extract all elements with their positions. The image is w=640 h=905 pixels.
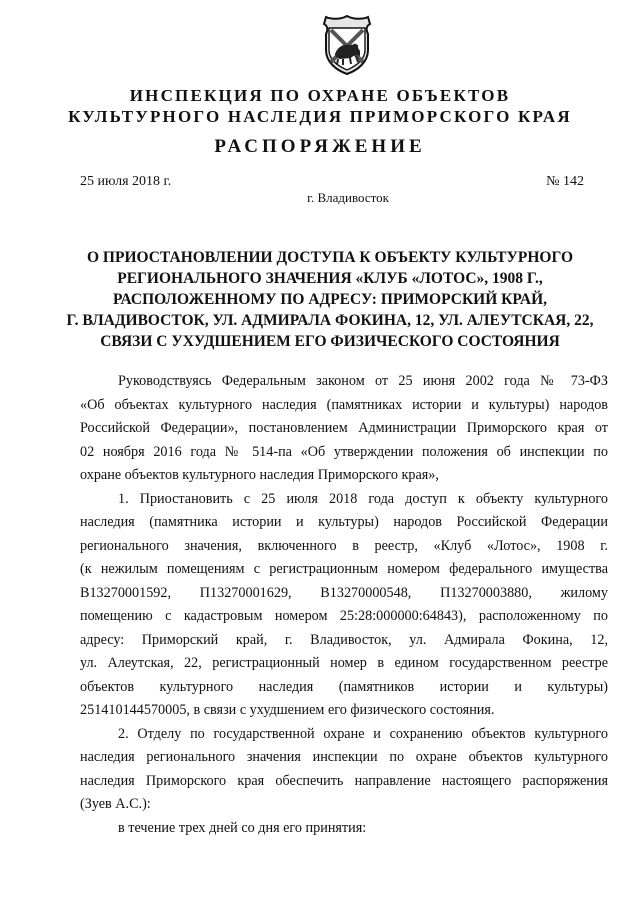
- title-line: РАСПОЛОЖЕННОМУ ПО АДРЕСУ: ПРИМОРСКИЙ КРАЙ,: [112, 291, 548, 308]
- text-line: объектов культурного наследия (памятников истории и культуры): [80, 678, 608, 695]
- title-line: РЕГИОНАЛЬНОГО ЗНАЧЕНИЯ «КЛУБ «ЛОТОС», 1908 Г.,: [117, 270, 543, 287]
- text-line: охране объектов культурного наследия Приморского края»,: [80, 467, 439, 483]
- title-line: СВЯЗИ С УХУДШЕНИЕМ ЕГО ФИЗИЧЕСКОГО СОСТОЯНИЯ: [100, 333, 560, 350]
- paragraph-item-1: [80, 488, 608, 723]
- text-line: В13270001592, П13270001629, В13270000548, П13270003880, жилому: [80, 584, 608, 601]
- text-line: наследия регионального значения инспекции по охране объектов культурного: [80, 749, 608, 765]
- text-line: 02 ноября 2016 года № 514-па «Об утверждении положения об инспекции по: [80, 443, 608, 460]
- text-line: 2. Отделу по государственной охране и сохранению объектов культурного: [118, 725, 608, 742]
- paragraph-item-2-deadline: [80, 817, 608, 841]
- text-line: Руководствуясь Федеральным законом от 25 июня 2002 года № 73-ФЗ: [118, 373, 608, 389]
- agency-name-line-2: КУЛЬТУРНОГО НАСЛЕДИЯ ПРИМОРСКОГО КРАЯ: [68, 107, 572, 126]
- title-line: Г. ВЛАДИВОСТОК, УЛ. АДМИРАЛА ФОКИНА, 12, УЛ. АЛЕУТСКАЯ, 22,: [66, 312, 594, 329]
- text-line: «Об объектах культурного наследия (памятниках истории и культуры) народов: [80, 396, 608, 413]
- document-type: РАСПОРЯЖЕНИЕ: [214, 136, 426, 157]
- agency-name-line-1: ИНСПЕКЦИЯ ПО ОХРАНЕ ОБЪЕКТОВ: [129, 86, 511, 105]
- text-line: 1. Приостановить с 25 июля 2018 года доступ к объекту культурного: [118, 490, 608, 507]
- coat-of-arms-icon: [318, 14, 376, 76]
- text-line: ул. Алеутская, 22, регистрационный номер в едином государственном реестре: [80, 655, 608, 671]
- text-line: (к нежилым помещениям с регистрационным номером федерального имущества: [80, 561, 608, 577]
- paragraph-item-2: [80, 723, 608, 817]
- paragraph-preamble: [80, 370, 608, 488]
- text-line: регионального значения, включенного в реестр, «Клуб «Лотос», 1908 г.: [80, 537, 608, 554]
- text-line: наследия (памятника истории и культуры) народов Российской Федерации: [80, 514, 608, 530]
- text-line: 251410144570005, в связи с ухудшением его физического состояния.: [80, 702, 495, 718]
- text-line: помещению с кадастровым номером 25:28:000000:64843), расположенному по: [80, 608, 608, 624]
- title-line: О ПРИОСТАНОВЛЕНИИ ДОСТУПА К ОБЪЕКТУ КУЛЬТУРНОГО: [86, 249, 574, 266]
- document-title: [60, 247, 600, 352]
- text-line: Российской Федерации», постановлением Администрации Приморского края от: [80, 420, 608, 436]
- document-date: 25 июля 2018 г.: [80, 174, 172, 189]
- text-line: (Зуев А.С.):: [80, 796, 151, 812]
- text-line: в течение трех дней со дня его принятия:: [118, 819, 367, 836]
- document-number: № 142: [546, 174, 584, 189]
- text-line: адресу: Приморский край, г. Владивосток, ул. Адмирала Фокина, 12,: [80, 631, 608, 648]
- document-city: г. Владивосток: [307, 190, 389, 205]
- document-body: [80, 370, 608, 840]
- text-line: наследия Приморского края обеспечить направление настоящего распоряжения: [80, 772, 608, 789]
